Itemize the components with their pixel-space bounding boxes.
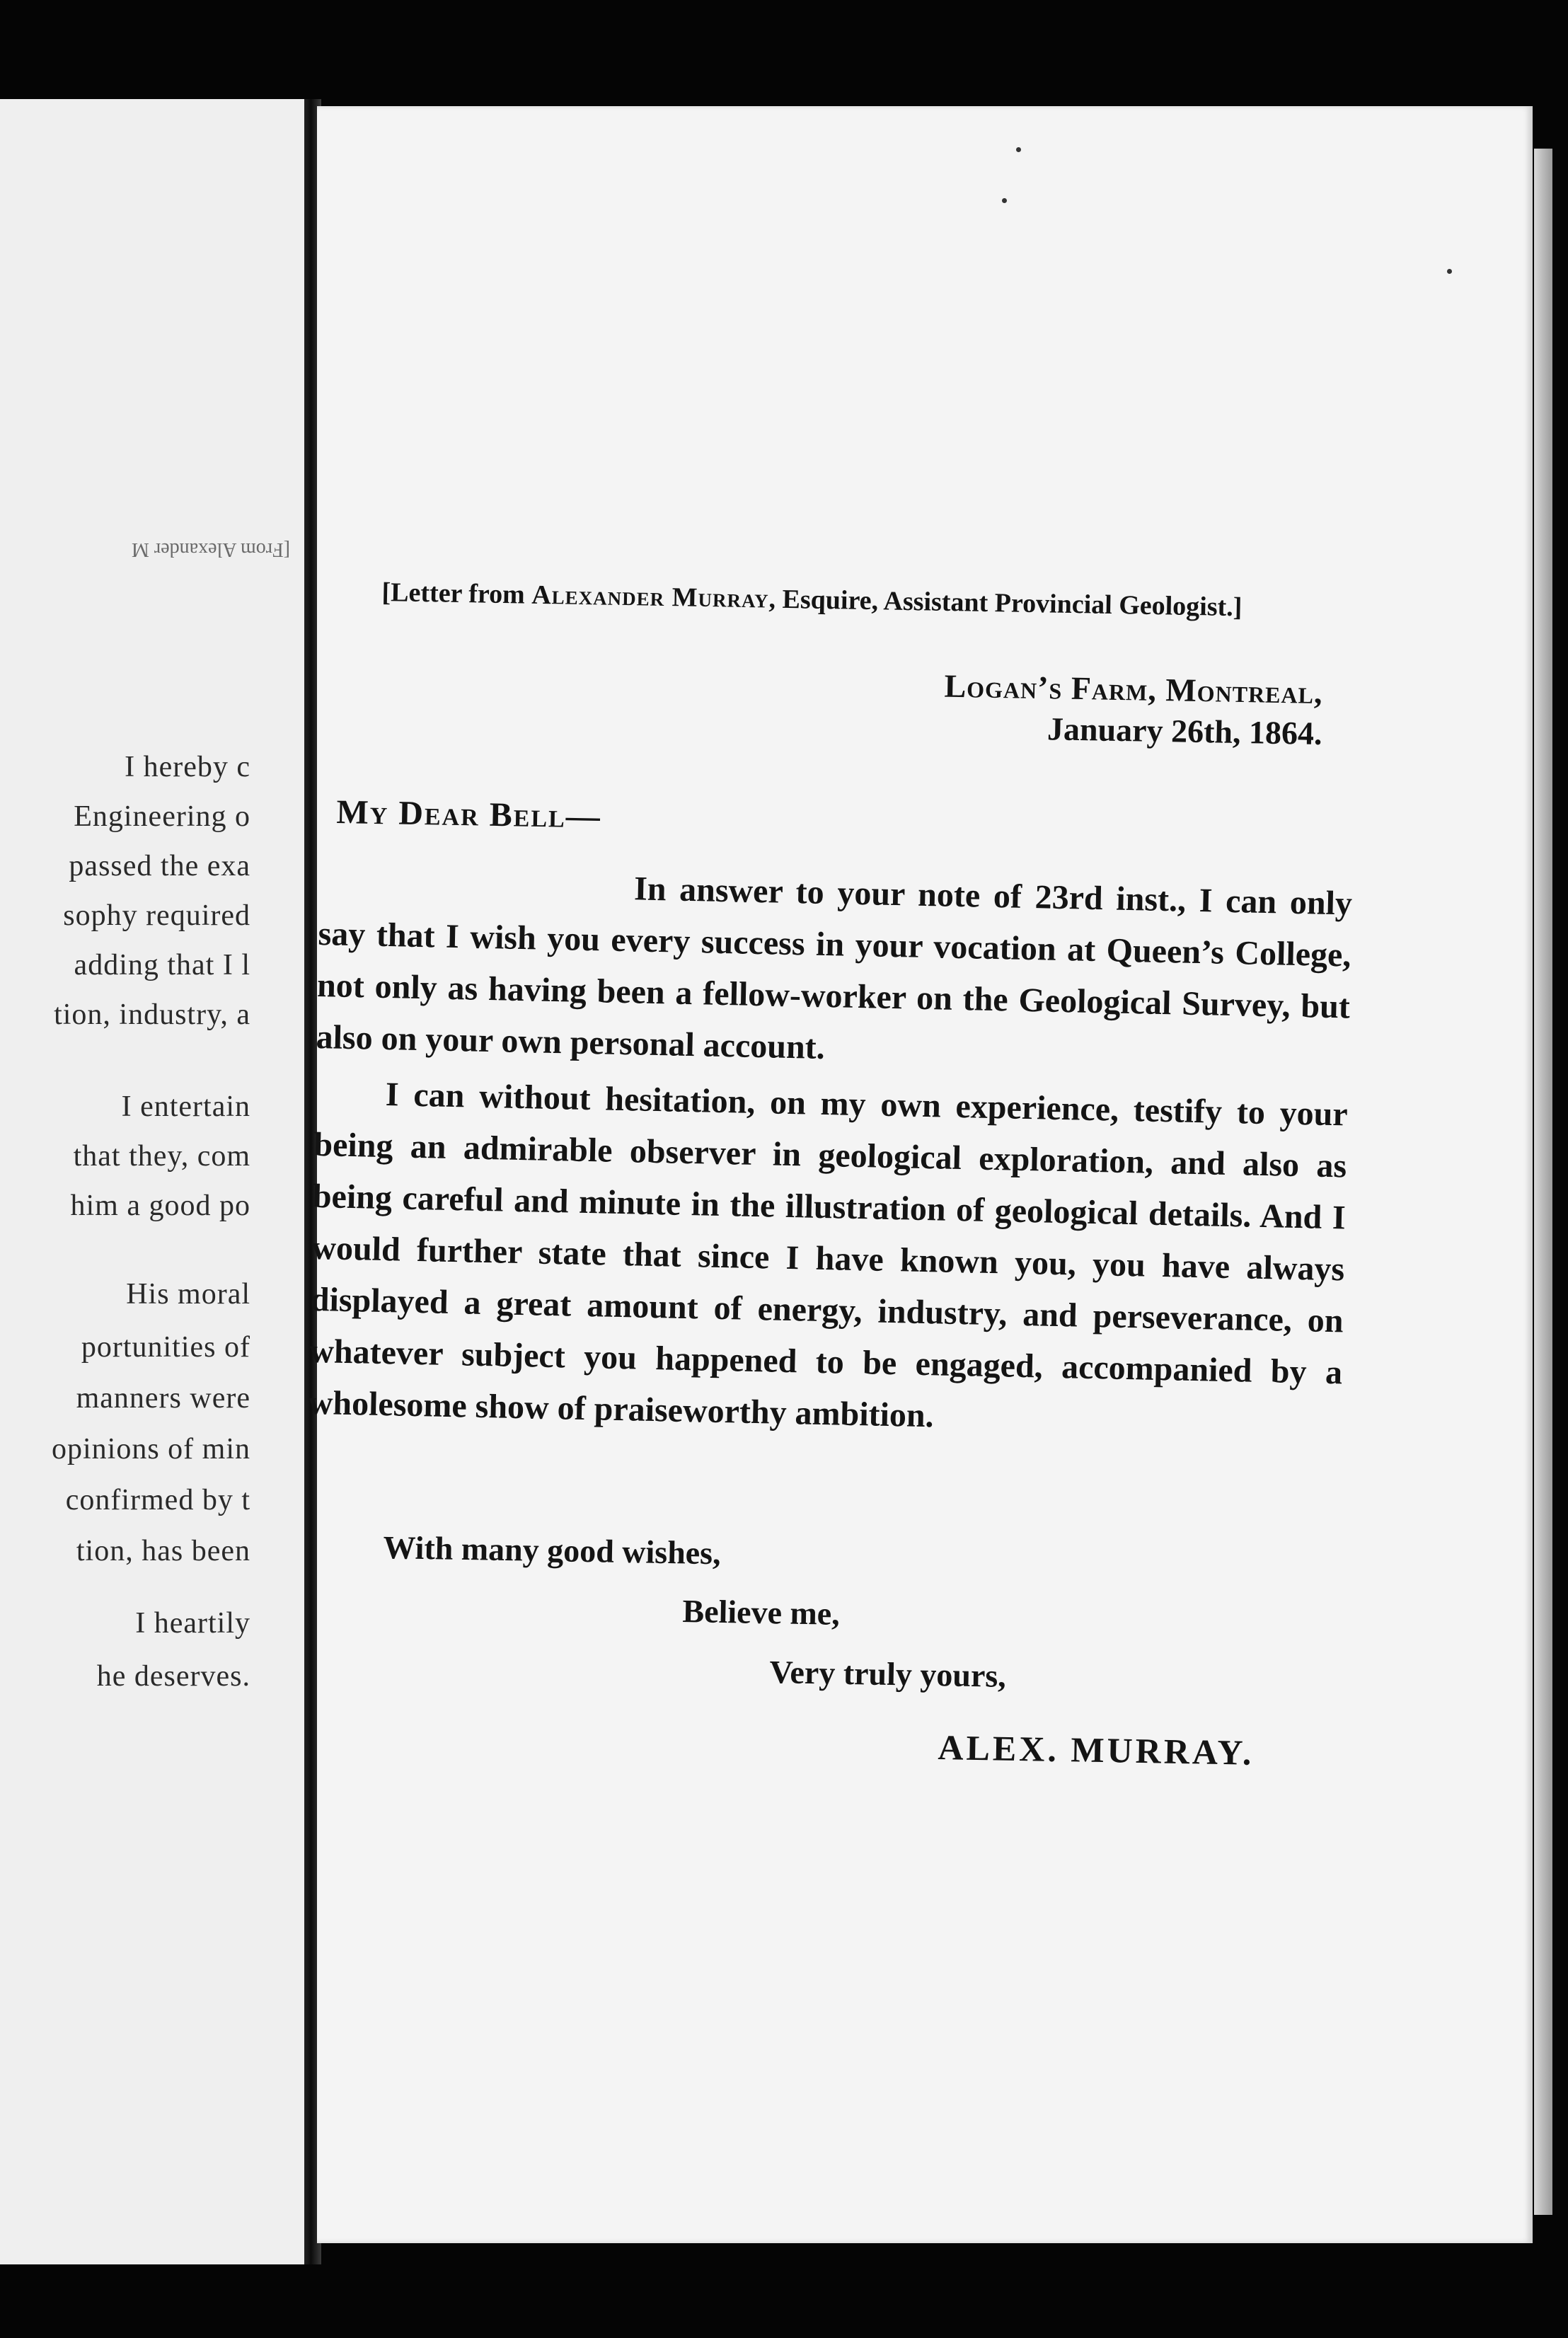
letter-date: January 26th, 1864. [1047,710,1322,752]
facing-page-line: he deserves. [96,1660,250,1693]
facing-page-caption: [From Alexander M [132,539,290,560]
letter-paragraph: I can without hesitation, on my own experience, testify to your being an admirable observer in geological exploration, and also as being careful and minute in the illustration of geological details. And I would further state that since I have known you, you have always displayed a great amount of energy, industry, and perseverance, on whatever subject you happened to be engaged, accompanied by a wholesome show of praiseworthy ambition. [308,1076,1349,1435]
facing-page-line: I hereby c [125,751,250,783]
facing-page-line: confirmed by t [65,1484,250,1516]
facing-page-line: I entertain [121,1090,250,1123]
closing-line: Believe me, [682,1592,841,1632]
page-edge [1534,149,1552,2215]
header-author-name: Alexander Murray [531,580,769,614]
facing-page-line: portunities of [81,1331,250,1364]
facing-page-line: tion, has been [76,1535,250,1567]
header-open: [Letter from [381,577,532,610]
facing-page-line: adding that I l [74,949,250,981]
facing-page-line: passed the exa [69,850,250,882]
facing-page-line: I heartily [135,1607,250,1640]
facing-page-line: opinions of min [51,1433,250,1465]
letter-dateline [943,666,1323,754]
closing-line: With many good wishes, [383,1528,722,1572]
header-rest: , Esquire, Assistant Provincial Geologist.] [768,584,1243,623]
facing-page-line: him a good po [70,1190,250,1222]
letter-paragraph: In answer to your note of 23rd inst., I can only say that I wish you every success in your vocation at Queen’s College, not only as having been a fellow-worker on the Geological Survey, but also on your own personal account. [316,870,1353,1066]
facing-page-line: Engineering o [74,800,250,833]
page-speck [1002,198,1007,203]
letter-signature: ALEX. MURRAY. [938,1727,1255,1773]
letter-place: Logan’s Farm, Montreal, [944,667,1323,710]
facing-page-line: manners were [76,1382,250,1415]
facing-page-line: that they, com [73,1140,250,1173]
facing-page-line: His moral [126,1278,250,1311]
facing-page-line: tion, industry, a [54,998,250,1031]
facing-page [0,99,311,2264]
page-speck [1447,269,1452,274]
facing-page-line: sophy required [63,899,250,932]
letter-salutation: My Dear Bell— [336,793,602,836]
letter-body [308,856,1353,1454]
closing-line: Very truly yours, [769,1653,1007,1694]
page-speck [1016,147,1021,152]
